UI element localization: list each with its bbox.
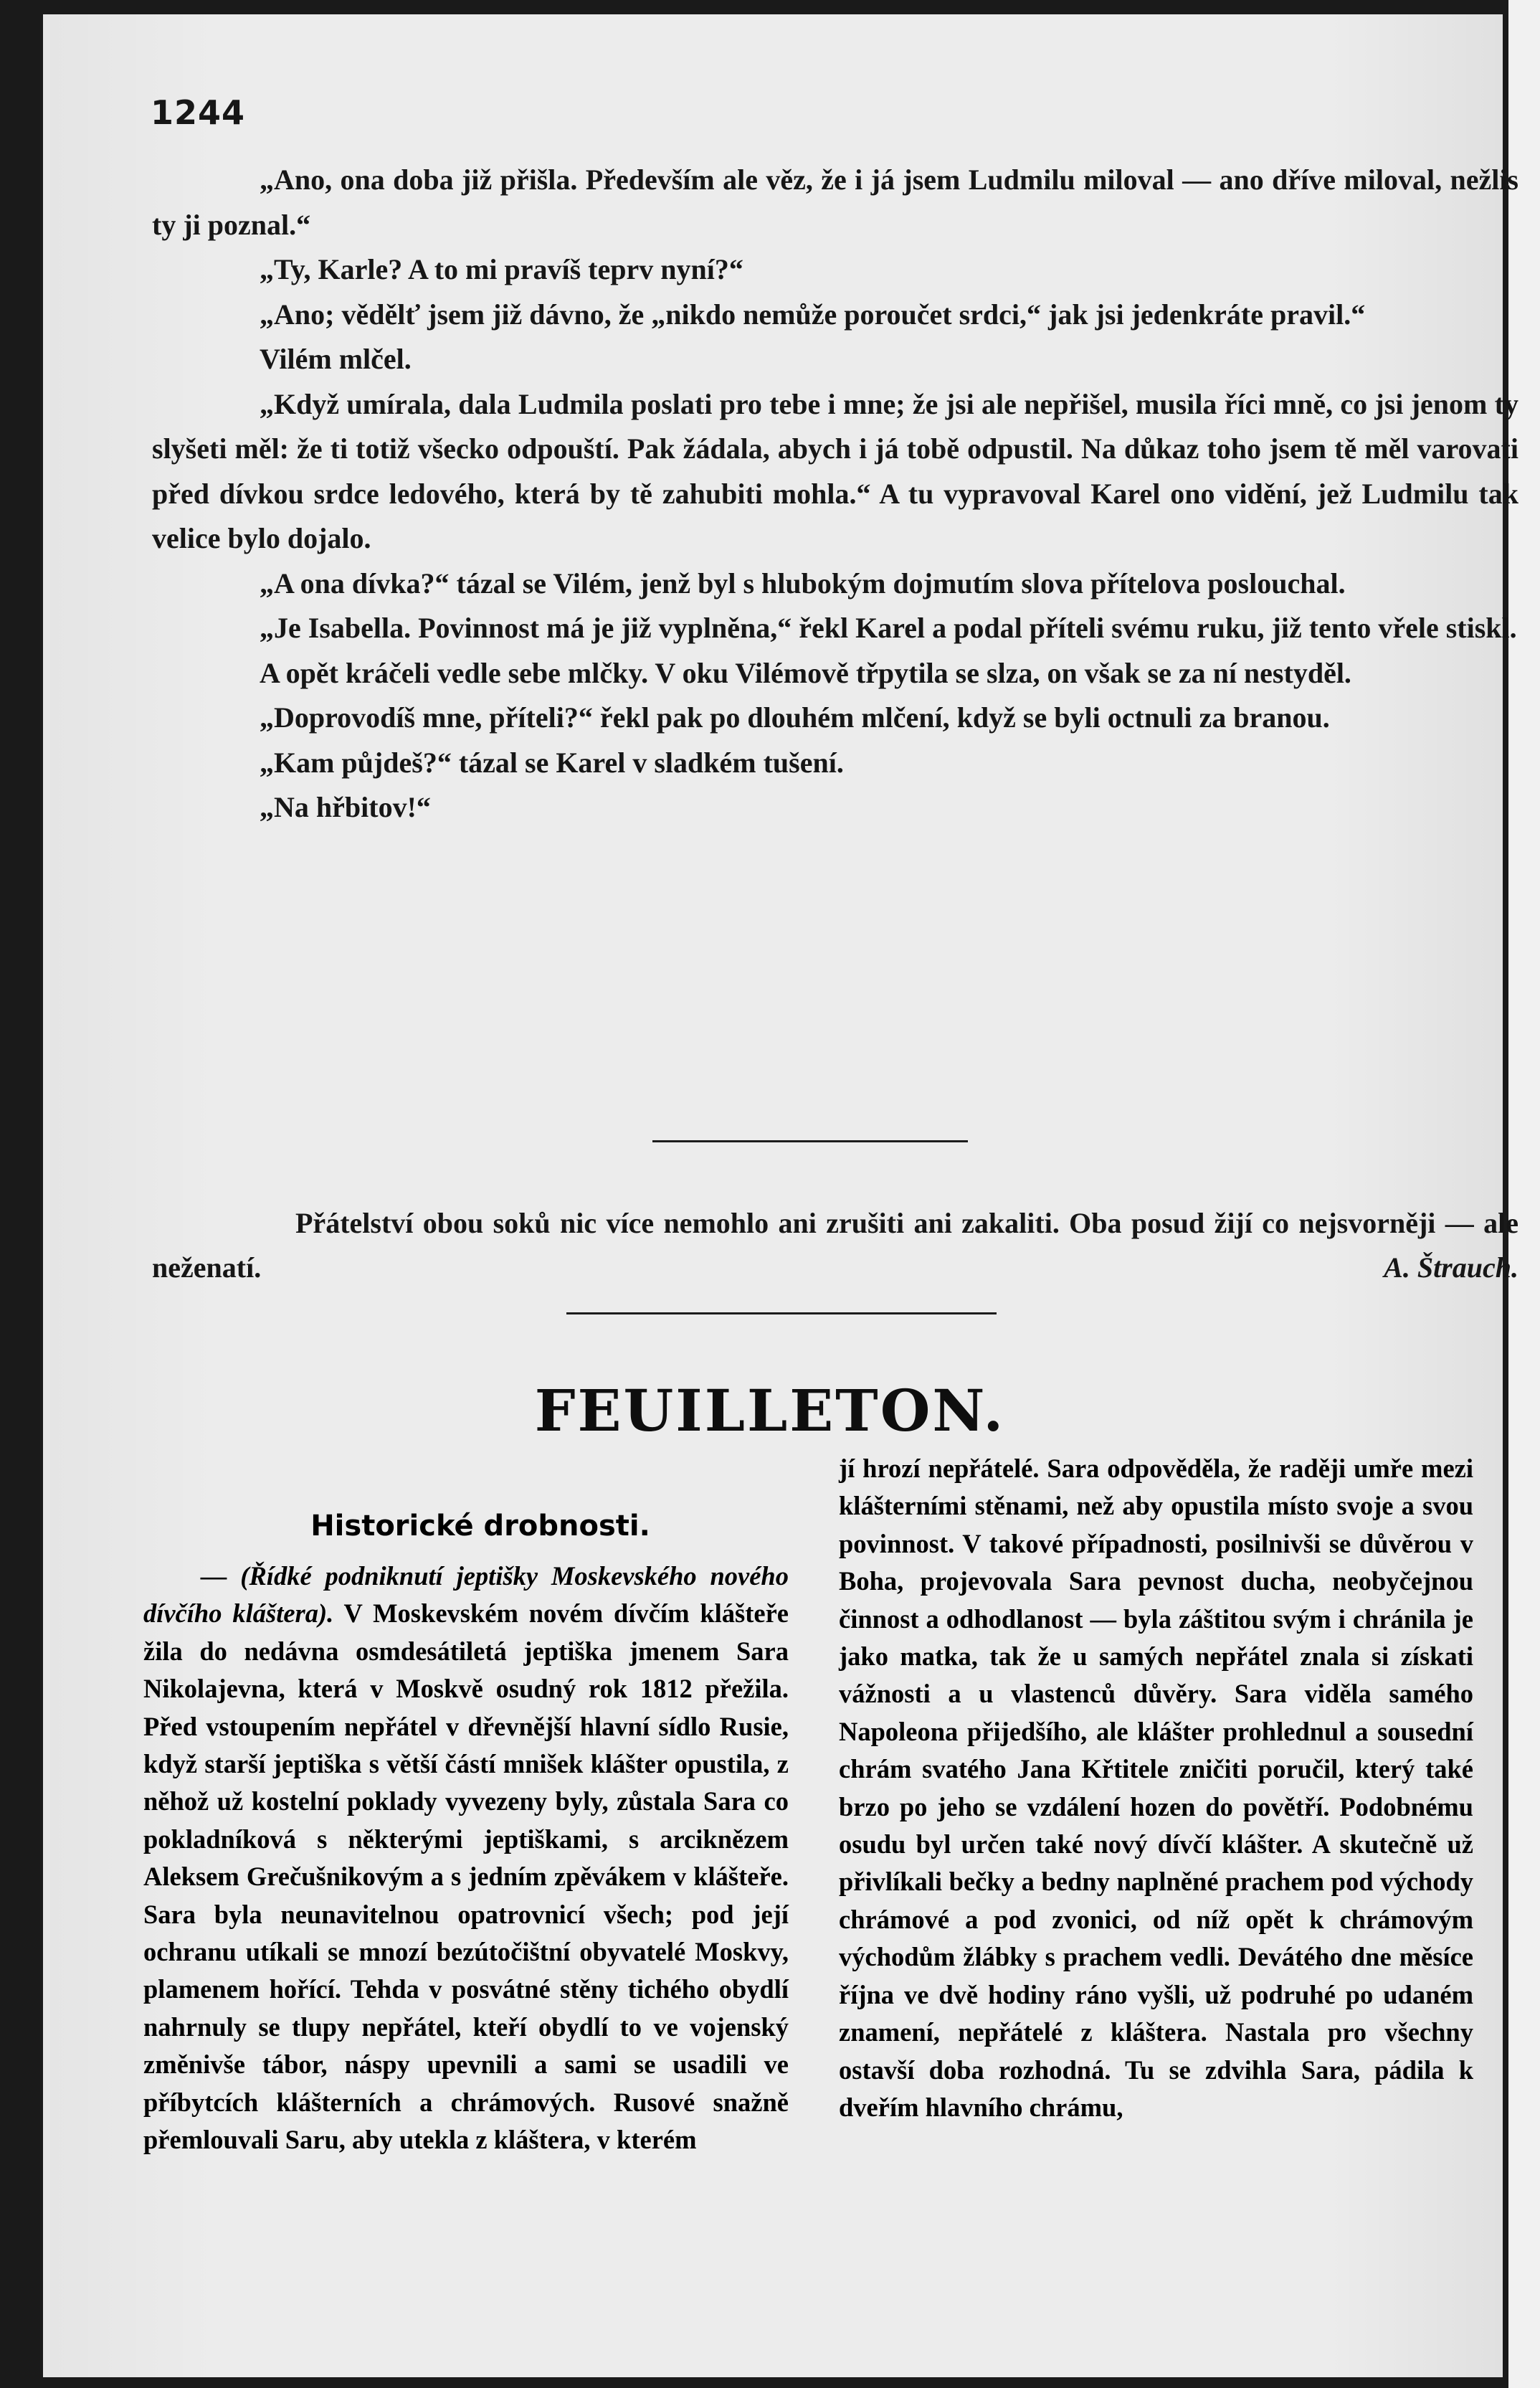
left-column-text: V Moskevském novém dívčím klášteře žila do nedávna osmdesátiletá jeptiška jmenem Sara Nikolajevna, která v Moskvě osudný rok 1812 přežila. Před vstoupením nepřátel v dřevnější hlavní sídlo Rusie, když starší jeptiška s větší částí mnišek klášter opustila, z něhož už kostelní poklady vyvezeny byly, zůstala Sara co pokladníková s některými jeptiškami, s arciknězem Aleksem Grečušnikovým a s jedním zpěvákem v klášteře. Sara byla neunavitelnou opatrovnicí všech; pod její ochranu utíkali se mnozí bezútočištní obyvatelé Moskvy, plamenem hořící. Tehda v posvátné stěny tichého obydlí nahrnuly se tlupy nepřátel, kteří obydlí to ve vojenský změnivše tábor, náspy upevnili a sami se usadili ve příbytcích klášterních a chrámových. Rusové snažně přemlouvali Saru, aby utekla z kláštera, v kterém bbox=[143, 1598, 789, 2155]
story-continuation bbox=[152, 158, 1518, 830]
divider-rule bbox=[652, 1140, 968, 1142]
left-column-paragraph bbox=[143, 1558, 789, 2159]
page-number: 1244 bbox=[151, 93, 246, 132]
story-paragraph: „Doprovodíš mne, příteli?“ řekl pak po dlouhém mlčení, když se byli octnuli za branou. bbox=[260, 701, 1330, 734]
story-paragraph: „Ano, ona doba již přišla. Především ale věz, že i já jsem Ludmilu miloval — ano dříve miloval, nežlis ty ji poznal.“ bbox=[152, 164, 1518, 241]
divider-rule bbox=[566, 1312, 997, 1314]
right-column-text: jí hrozí nepřátelé. Sara odpověděla, že raději umře mezi klášterními stěnami, než aby opustila místo svoje a svou povinnost. V takové případnosti, posilnivši se důvěrou v Boha, projevovala Sara pevnost ducha, neobyčejnou činnost a odhodlanost — byla záštitou svým i chránila je jako matka, tak že u samých nepřátel znala si získati vážnosti a u vlastenců důvěry. Sara viděla samého Napoleona přijedšího, ale klášter prohlednul a sousední chrám svatého Jana Křtitele zničiti poručil, který také brzo po jeho se vzdálení hozen do povětří. Podobnému osudu byl určen také nový dívčí klášter. A skutečně už přivlíkali bečky a bedny naplněné prachem pod východy chrámové a pod zvonici, od níž opět k chrámovým východům žlábky s prachem vedli. Devátého dne měsíce října ve dvě hodiny ráno vyšli, už podruhé po udaném znamení, nepřátelé z kláštera. Nastala pro všechny ostavší doba rozhodná. Tu se zdvihla Sara, pádila k dveřím hlavního chrámu, bbox=[839, 1454, 1473, 2122]
story-paragraph: „Je Isabella. Povinnost má je již vyplněna,“ řekl Karel a podal příteli svému ruku, již tento vřele stiskl. bbox=[260, 612, 1517, 644]
story-paragraph: „Ano; vědělť jsem již dávno, že „nikdo nemůže poroučet srdci,“ jak jsi jedenkráte pravil.“ bbox=[260, 298, 1366, 331]
author-signature: A. Štrauch. bbox=[1384, 1251, 1518, 1284]
story-paragraph: „Na hřbitov!“ bbox=[260, 791, 431, 823]
story-paragraph: „Když umírala, dala Ludmila poslati pro tebe i mne; že jsi ale nepřišel, musila říci mně, co jsi jenom ty slyšeti měl: že ti totiž všecko odpouští. Pak žádala, abych i já tobě odpustil. Na důkaz toho jsem tě měl varovati před dívkou srdce ledového, která by tě zahubiti mohla.“ A tu vypravoval Karel ono vidění, jež Ludmilu tak velice bylo dojalo. bbox=[152, 387, 1518, 554]
closing-text: Přátelství obou soků nic více nemohlo ani zrušiti ani zakaliti. Oba posud žijí co nejsvorněji — ale neženatí. bbox=[152, 1207, 1518, 1284]
feuilleton-title: FEUILLETON. bbox=[534, 1377, 1006, 1444]
story-paragraph: „Kam půjdeš?“ tázal se Karel v sladkém tušení. bbox=[260, 746, 844, 779]
closing-paragraph bbox=[152, 1201, 1518, 1290]
article-subtitle: — (Řídké podniknutí jeptišky Moskevského nového dívčího kláštera). bbox=[143, 1561, 789, 1629]
story-paragraph: A opět kráčeli vedle sebe mlčky. V oku Vilémově třpytila se slza, on však se za ní nestyděl. bbox=[260, 656, 1351, 689]
story-paragraph: „A ona dívka?“ tázal se Vilém, jenž byl s hlubokým dojmutím slova přítelova poslouchal. bbox=[260, 567, 1346, 600]
story-paragraph: Vilém mlčel. bbox=[260, 343, 412, 375]
left-column bbox=[143, 1505, 789, 2159]
right-column bbox=[839, 1450, 1473, 2126]
story-paragraph: „Ty, Karle? A to mi pravíš teprv nyní?“ bbox=[260, 253, 743, 285]
section-heading: Historické drobnosti. bbox=[310, 1510, 650, 1543]
